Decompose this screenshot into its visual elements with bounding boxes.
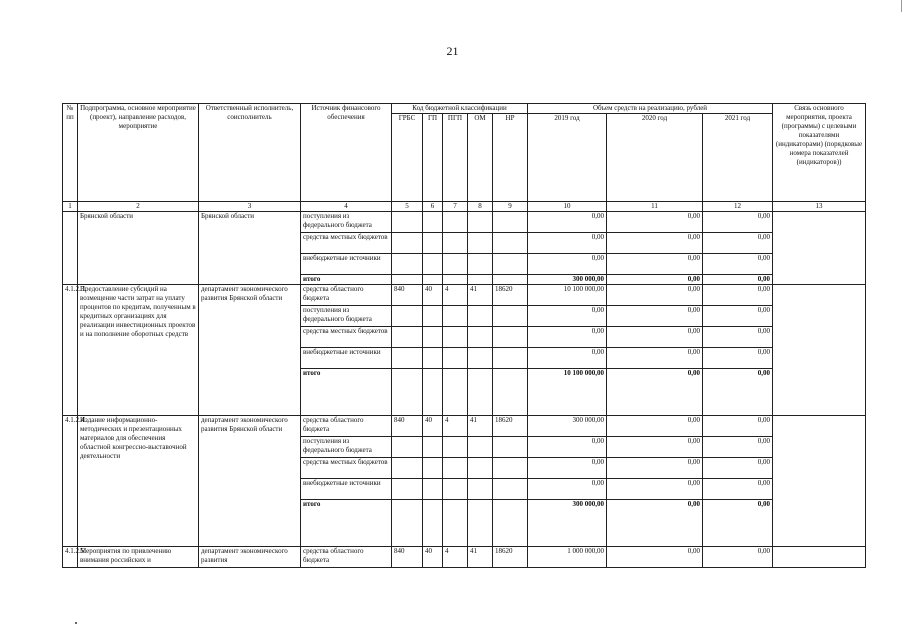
colnum: 9 xyxy=(493,202,528,212)
responsible-cell: Брянской области xyxy=(199,212,301,285)
row-num: 4.1.2.5. xyxy=(63,547,78,568)
responsible-cell: департамент экономического развития Брянской области xyxy=(199,285,301,416)
total-2019: 300 000,00 xyxy=(528,500,607,547)
value-2019: 0,00 xyxy=(528,348,607,369)
total-label: итого xyxy=(301,369,392,416)
code-om: 41 xyxy=(468,416,493,437)
value-2020: 0,00 xyxy=(607,327,703,348)
responsible-cell: департамент экономического развития Брянской области xyxy=(199,416,301,547)
source-cell: средства областного бюджета xyxy=(301,416,392,437)
total-2021: 0,00 xyxy=(703,275,773,285)
value-2021: 0,00 xyxy=(703,285,773,306)
colnum: 7 xyxy=(443,202,468,212)
header-budget-code: Код бюджетной классификации xyxy=(392,104,528,114)
header-source: Источник финансового обеспечения xyxy=(301,104,392,202)
budget-table xyxy=(62,103,866,568)
source-cell: поступления из федерального бюджета xyxy=(301,306,392,327)
colnum: 4 xyxy=(301,202,392,212)
code-nr: 18620 xyxy=(493,416,528,437)
scan-speck xyxy=(75,622,77,624)
value-2019: 0,00 xyxy=(528,479,607,500)
row-num xyxy=(63,212,78,285)
colnum: 3 xyxy=(199,202,301,212)
code-pgp: 4 xyxy=(443,285,468,306)
value-2019: 0,00 xyxy=(528,306,607,327)
header-gp: ГП xyxy=(423,114,443,202)
value-2020: 0,00 xyxy=(607,306,703,327)
subprogram-cell: Издание информационно-методических и презентационных материалов для обеспечения областной конгрессно-выставочной деятельности xyxy=(78,416,199,547)
value-2019: 0,00 xyxy=(528,327,607,348)
total-label: итого xyxy=(301,500,392,547)
value-2021: 0,00 xyxy=(703,306,773,327)
colnum: 6 xyxy=(423,202,443,212)
total-2021: 0,00 xyxy=(703,369,773,416)
source-cell: средства местных бюджетов xyxy=(301,327,392,348)
scan-edge-mark xyxy=(901,0,902,12)
value-2020: 0,00 xyxy=(607,479,703,500)
source-cell: поступления из федерального бюджета xyxy=(301,212,392,233)
source-cell: внебюджетные источники xyxy=(301,348,392,369)
value-2019: 0,00 xyxy=(528,233,607,254)
value-2019: 10 100 000,00 xyxy=(528,285,607,306)
header-subprogram: Подпрограмма, основное мероприятие (проект), направление расходов, мероприятие xyxy=(78,104,199,202)
value-2021: 0,00 xyxy=(703,254,773,275)
code-pgp: 4 xyxy=(443,416,468,437)
value-2020: 0,00 xyxy=(607,437,703,458)
code-nr: 18620 xyxy=(493,547,528,568)
header-om: ОМ xyxy=(468,114,493,202)
code-pgp: 4 xyxy=(443,547,468,568)
header-volume: Объем средств на реализацию, рублей xyxy=(528,104,773,114)
header-2021: 2021 год xyxy=(703,114,773,202)
total-2020: 0,00 xyxy=(607,369,703,416)
code-grbs: 840 xyxy=(392,285,423,306)
source-cell: внебюджетные источники xyxy=(301,254,392,275)
source-cell: внебюджетные источники xyxy=(301,479,392,500)
code-grbs: 840 xyxy=(392,416,423,437)
value-2020: 0,00 xyxy=(607,348,703,369)
table-row xyxy=(63,547,866,568)
value-2021: 0,00 xyxy=(703,458,773,479)
value-2019: 300 000,00 xyxy=(528,416,607,437)
value-2020: 0,00 xyxy=(607,212,703,233)
table-row xyxy=(63,416,866,437)
table-row xyxy=(63,212,866,233)
value-2020: 0,00 xyxy=(607,285,703,306)
value-2021: 0,00 xyxy=(703,348,773,369)
value-2021: 0,00 xyxy=(703,233,773,254)
value-2021: 0,00 xyxy=(703,437,773,458)
subprogram-cell: Мероприятия по привлечению внимания российских и xyxy=(78,547,199,568)
header-responsible: Ответственный исполнитель, соисполнитель xyxy=(199,104,301,202)
responsible-cell: департамент экономического развития xyxy=(199,547,301,568)
link-cell xyxy=(773,212,866,285)
colnum: 10 xyxy=(528,202,607,212)
value-2019: 1 000 000,00 xyxy=(528,547,607,568)
value-2021: 0,00 xyxy=(703,212,773,233)
value-2021: 0,00 xyxy=(703,479,773,500)
link-cell xyxy=(773,416,866,547)
value-2019: 0,00 xyxy=(528,437,607,458)
code-gp: 40 xyxy=(423,547,443,568)
code-om: 41 xyxy=(468,547,493,568)
value-2019: 0,00 xyxy=(528,254,607,275)
page-number: 21 xyxy=(446,44,459,58)
total-2021: 0,00 xyxy=(703,500,773,547)
colnum: 1 xyxy=(63,202,78,212)
link-cell xyxy=(773,285,866,416)
header-pgp: ПГП xyxy=(443,114,468,202)
total-2020: 0,00 xyxy=(607,500,703,547)
source-cell: средства областного бюджета xyxy=(301,285,392,306)
value-2021: 0,00 xyxy=(703,547,773,568)
link-cell xyxy=(773,547,866,568)
total-label: итого xyxy=(301,275,392,285)
header-2019: 2019 год xyxy=(528,114,607,202)
code-grbs: 840 xyxy=(392,547,423,568)
value-2020: 0,00 xyxy=(607,254,703,275)
row-num: 4.1.2.4. xyxy=(63,416,78,547)
value-2020: 0,00 xyxy=(607,416,703,437)
subprogram-cell: Брянской области xyxy=(78,212,199,285)
table-row xyxy=(63,285,866,306)
value-2021: 0,00 xyxy=(703,416,773,437)
column-number-row xyxy=(63,202,866,212)
header-nr: НР xyxy=(493,114,528,202)
colnum: 8 xyxy=(468,202,493,212)
value-2020: 0,00 xyxy=(607,547,703,568)
source-cell: средства областного бюджета xyxy=(301,547,392,568)
row-num: 4.1.2.3. xyxy=(63,285,78,416)
total-2019: 300 000,00 xyxy=(528,275,607,285)
code-nr: 18620 xyxy=(493,285,528,306)
header-grbs: ГРБС xyxy=(392,114,423,202)
colnum: 5 xyxy=(392,202,423,212)
header-link: Связь основного мероприятия, проекта (программы) с целевыми показателями (индикаторами) (порядковые номера показателей (индикаторов)) xyxy=(773,104,866,202)
code-om: 41 xyxy=(468,285,493,306)
header-num: № пп xyxy=(63,104,78,202)
code-gp: 40 xyxy=(423,285,443,306)
total-2020: 0,00 xyxy=(607,275,703,285)
colnum: 12 xyxy=(703,202,773,212)
source-cell: средства местных бюджетов xyxy=(301,233,392,254)
value-2020: 0,00 xyxy=(607,233,703,254)
source-cell: поступления из федерального бюджета xyxy=(301,437,392,458)
colnum: 11 xyxy=(607,202,703,212)
total-2019: 10 100 000,00 xyxy=(528,369,607,416)
value-2019: 0,00 xyxy=(528,212,607,233)
value-2020: 0,00 xyxy=(607,458,703,479)
value-2021: 0,00 xyxy=(703,327,773,348)
subprogram-cell: Предоставление субсидий на возмещение части затрат на уплату процентов по кредитам, полученным в кредитных организациях для реализации инвестиционных проектов и на пополнение оборотных средств xyxy=(78,285,199,416)
colnum: 13 xyxy=(773,202,866,212)
source-cell: средства местных бюджетов xyxy=(301,458,392,479)
header-2020: 2020 год xyxy=(607,114,703,202)
colnum: 2 xyxy=(78,202,199,212)
value-2019: 0,00 xyxy=(528,458,607,479)
code-gp: 40 xyxy=(423,416,443,437)
